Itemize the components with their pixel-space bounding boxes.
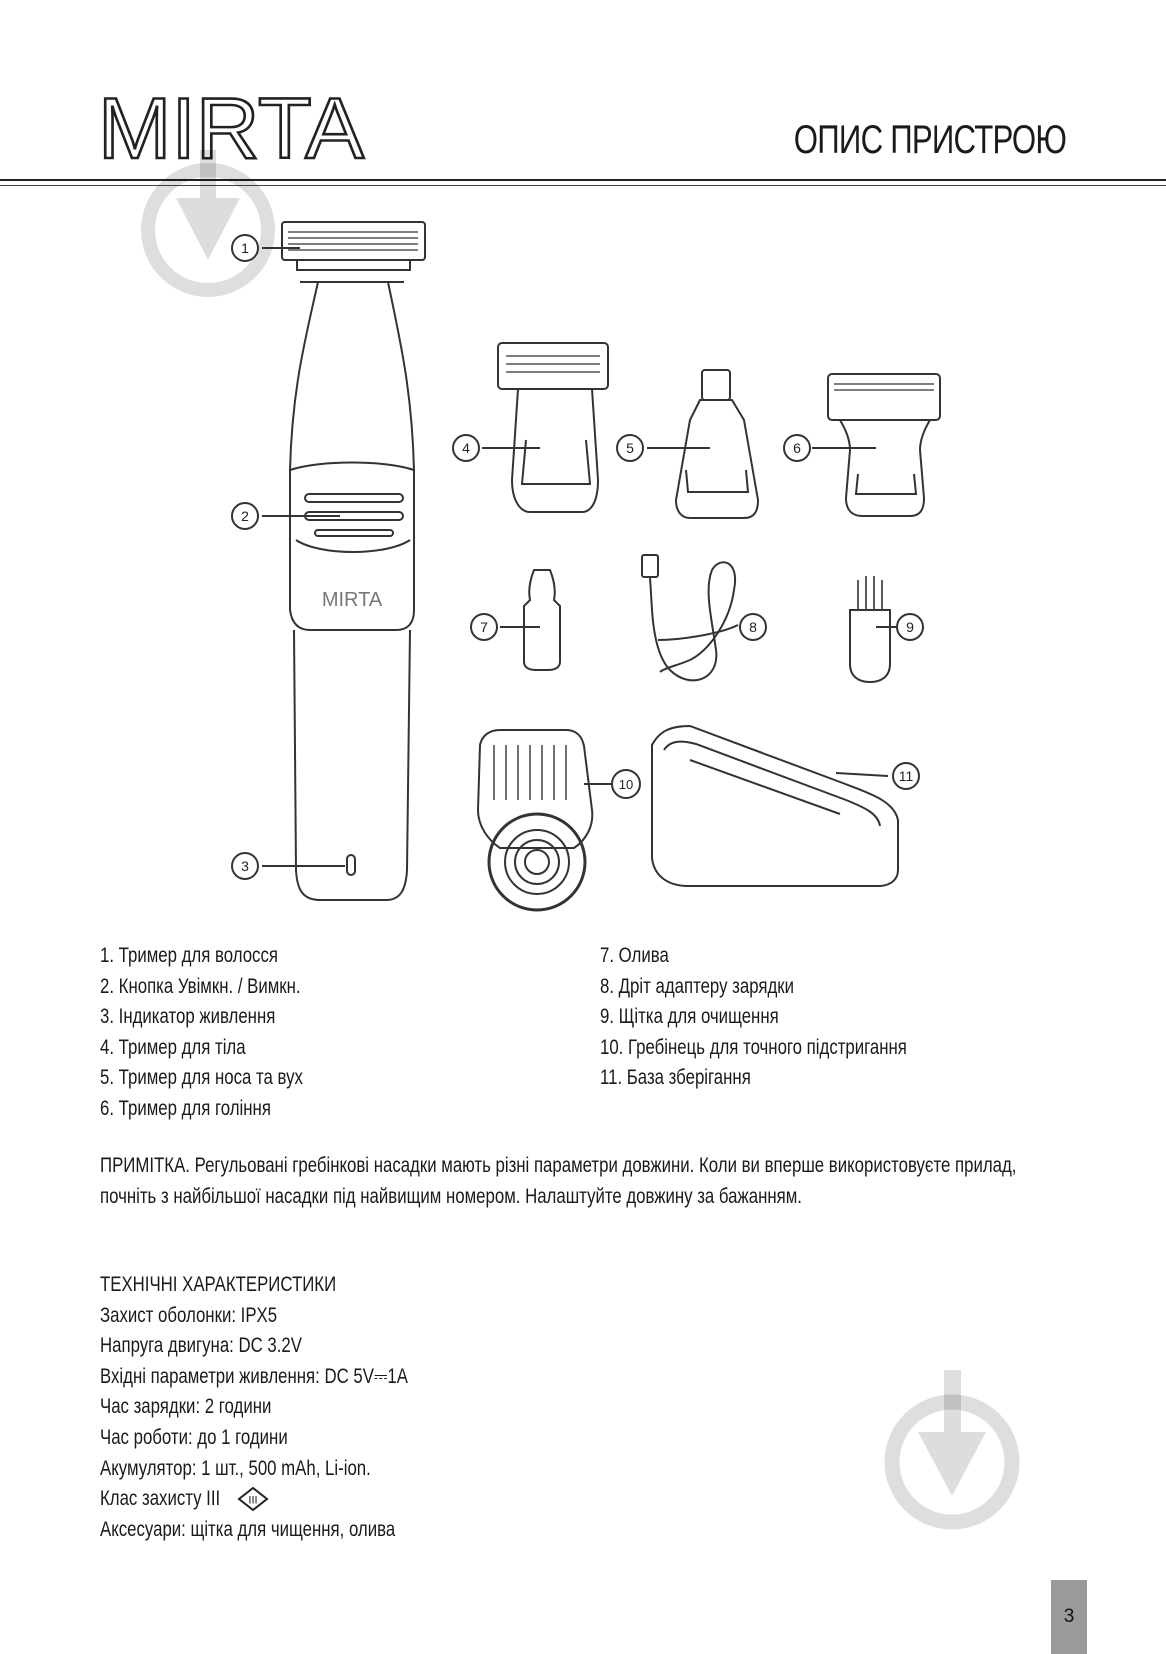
callout-3: 3 [241,858,249,874]
brand-logo-text: MIRTA [98,92,365,164]
specs-heading: ТЕХНІЧНІ ХАРАКТЕРИСТИКИ [100,1273,337,1296]
list-item: 6. Тример для гоління [100,1096,271,1120]
list-item: 7. Олива [600,944,669,967]
spec-line-class [100,1484,485,1515]
list-item: 8. Дріт адаптеру зарядки [600,974,794,998]
download-arrow-icon [880,1370,1030,1530]
list-item: 3. Індикатор живлення [100,1005,276,1029]
svg-text:III: III [248,1494,258,1507]
page-number: 3 [1051,1580,1087,1654]
tech-specs [100,1270,485,1545]
spec-line: Захист оболонки: IPX5 [100,1303,278,1327]
list-item: 11. База зберігання [600,1066,751,1090]
callout-1: 1 [241,240,249,256]
callout-5: 5 [626,440,634,456]
spec-line: Час роботи: до 1 години [100,1425,288,1449]
parts-list-left [100,941,354,1125]
spec-line: Клас захисту III [100,1487,221,1511]
callout-10: 10 [618,777,634,792]
list-item: 5. Тример для носа та вух [100,1066,303,1090]
spec-line: Вхідні параметри живлення: DC 5V⎓1A [100,1364,408,1388]
spec-line: Напруга двигуна: DC 3.2V [100,1334,302,1358]
spec-line: Аксесуари: щітка для чищення, олива [100,1517,396,1541]
note-line: почніть з найбільшої насадки під найвищим номером. Налаштуйте довжину за бажанням. [100,1184,802,1208]
note-line: ПРИМІТКА. Регульовані гребінкові насадки мають різні параметри довжини. Коли ви вперше використовуєте прилад, [100,1154,1017,1177]
list-item: 2. Кнопка Увімкн. / Вимкн. [100,974,301,998]
callout-7: 7 [480,619,488,635]
callout-9: 9 [906,619,914,635]
spec-line: Акумулятор: 1 шт., 500 mAh, Li-ion. [100,1456,371,1480]
device-diagram [0,186,1166,926]
list-item: 9. Щітка для очищення [600,1005,779,1029]
list-item: 1. Тример для волосся [100,944,278,967]
callout-6: 6 [793,440,801,456]
note-paragraph [100,1151,1166,1212]
callout-11: 11 [898,768,914,784]
spec-line: Час зарядки: 2 години [100,1395,272,1419]
page-title: ОПИС ПРИСТРОЮ [793,118,1066,162]
callout-8: 8 [749,619,757,635]
device-label: MIRTA [321,589,383,611]
class-iii-diamond-icon [236,1486,270,1512]
parts-list-right [600,941,984,1094]
callout-2: 2 [241,508,249,524]
list-item: 4. Тример для тіла [100,1035,246,1059]
list-item: 10. Гребінець для точного підстригання [600,1035,907,1059]
callout-4: 4 [462,440,470,456]
